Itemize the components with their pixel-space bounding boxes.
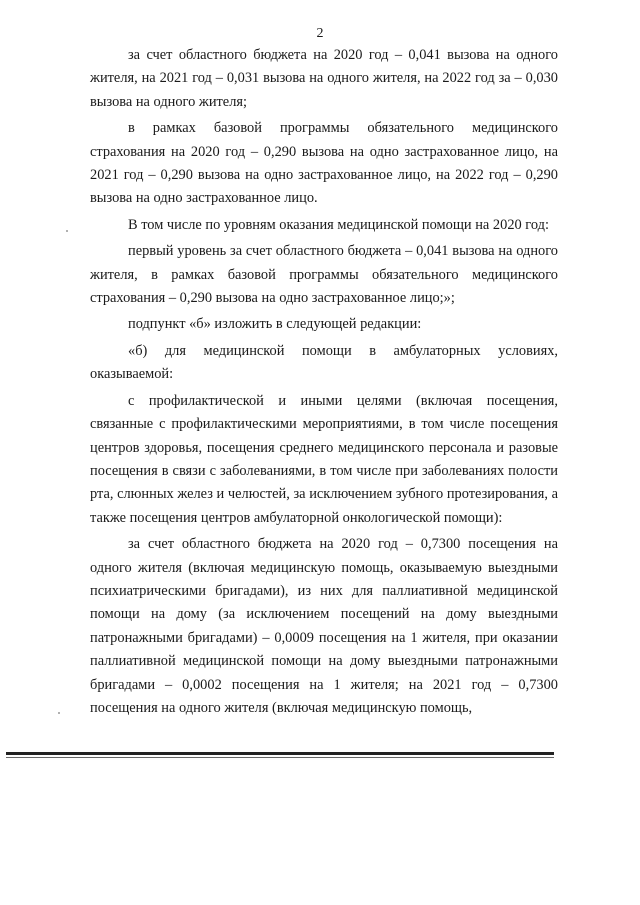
scan-speck [58,712,60,714]
paragraph-oms-calls: в рамках базовой программы обязательного медицинского страхования на 2020 год – 0,290 вызова на одно застрахованное лицо, на 2021 год – 0,290 вызова на одно застрахованное лицо, на 2022 год – 0,290 вызова на одно застрахованное лицо. [90,120,558,207]
paragraph-regional-budget-calls: за счет областного бюджета на 2020 год – 0,041 вызова на одного жителя, на 2021 год – 0,031 вызова на одного жителя, на 2022 год за – 0,030 вызова на одного жителя; [90,47,558,110]
scan-speck [66,230,68,232]
paragraph-preventive-visits: с профилактической и иными целями (включая посещения, связанные с профилактическими мероприятиями, в том числе посещения центров здоровья, посещения среднего медицинского персонала и разовые посещения в связи с заболеваниями, в том числе при заболеваниях полости рта, слюнных желез и челюстей, за исключением зубного протезирования, а также посещения центров амбулаторной онкологической помощи): [90,392,558,526]
paragraph-subitem-b-instruction: подпункт «б» изложить в следующей редакции: [128,316,422,333]
paragraph-subitem-b-heading: «б) для медицинской помощи в амбулаторных условиях, оказываемой: [90,342,558,383]
document-body [90,44,558,723]
footer-rule [6,752,554,755]
paragraph-levels-intro: В том числе по уровням оказания медицинской помощи на 2020 год: [128,216,549,233]
paragraph-first-level: первый уровень за счет областного бюджета – 0,041 вызова на одного жителя, в рамках базовой программы обязательного медицинского страхования – 0,290 вызова на одно застрахованное лицо;»; [90,243,558,307]
page-number: 2 [316,26,324,41]
paragraph-regional-budget-visits: за счет областного бюджета на 2020 год – 0,7300 посещения на одного жителя (включая медицинскую помощь, оказываемую выездными психиатрическими бригадами), из них для паллиативной медицинской помощи на дому (за исключением посещений на дому выездными патронажными бригадами) – 0,0009 посещения на 1 жителя, при оказании паллиативной медицинской помощи на дому выездными патронажными бригадами – 0,0002 посещения на 1 жителя; на 2021 год – 0,7300 посещения на одного жителя (включая медицинскую помощь, [90,536,558,716]
footer-rule-thin [6,757,554,758]
